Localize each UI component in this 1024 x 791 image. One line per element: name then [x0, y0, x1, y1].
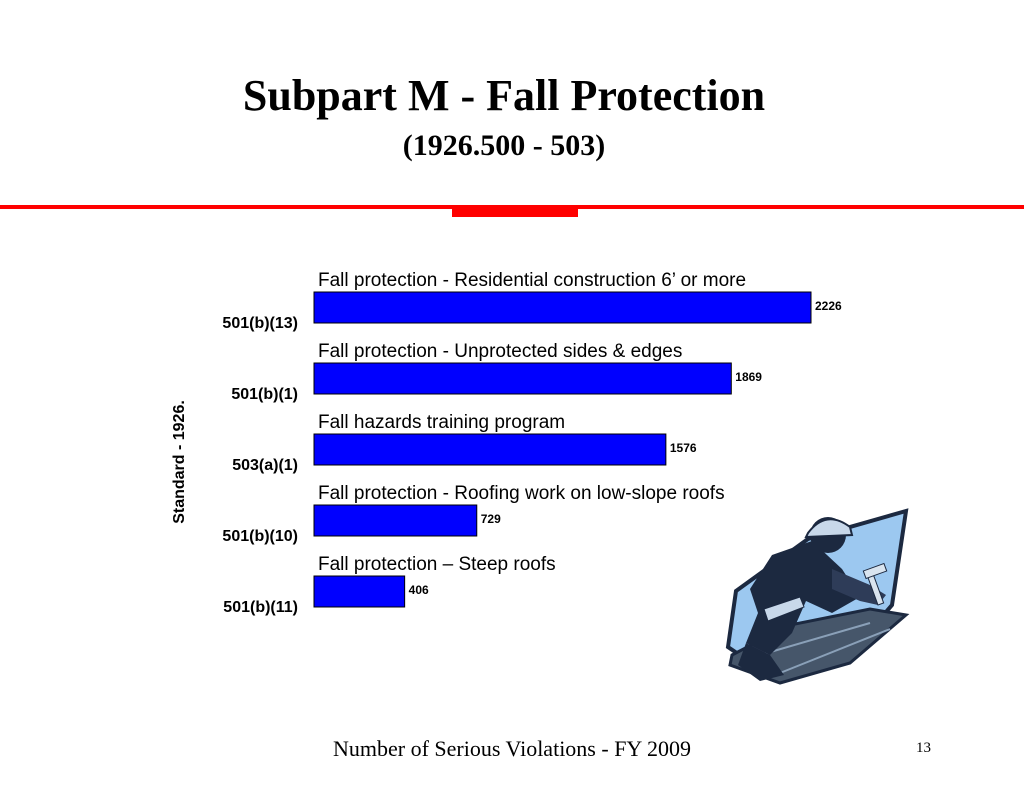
y-axis-label: Standard - 1926. [171, 400, 188, 524]
roofer-hammering-icon [720, 505, 920, 690]
bar [314, 363, 731, 394]
data-label: 1576 [669, 441, 697, 455]
category-description: Fall protection - Residential construction 6’ or more [318, 270, 747, 291]
data-label: 406 [408, 583, 429, 597]
category-description: Fall protection - Roofing work on low-slope roofs [318, 483, 725, 504]
category-tick-label: 501(b)(10) [222, 528, 298, 545]
slide-title: Subpart M - Fall Protection [242, 71, 766, 120]
data-label: 729 [480, 512, 501, 526]
data-label: 1869 [735, 370, 762, 384]
category-description: Fall hazards training program [318, 412, 566, 433]
bar [314, 505, 477, 536]
page-number: 13 [916, 740, 931, 756]
chart-caption: Number of Serious Violations - FY 2009 [333, 736, 691, 761]
bar [314, 434, 666, 465]
category-tick-label: 501(b)(11) [223, 599, 298, 616]
data-label: 2226 [815, 299, 842, 313]
category-tick-label: 503(a)(1) [232, 457, 298, 474]
category-description: Fall protection - Unprotected sides & edges [318, 341, 683, 362]
category-description: Fall protection – Steep roofs [318, 554, 556, 575]
bar [314, 576, 405, 607]
category-tick-label: 501(b)(13) [222, 315, 298, 332]
slide-subtitle: (1926.500 - 503) [402, 129, 606, 162]
roofer-hard-hat [806, 519, 852, 537]
bar [314, 292, 811, 323]
category-tick-label: 501(b)(1) [231, 386, 298, 403]
